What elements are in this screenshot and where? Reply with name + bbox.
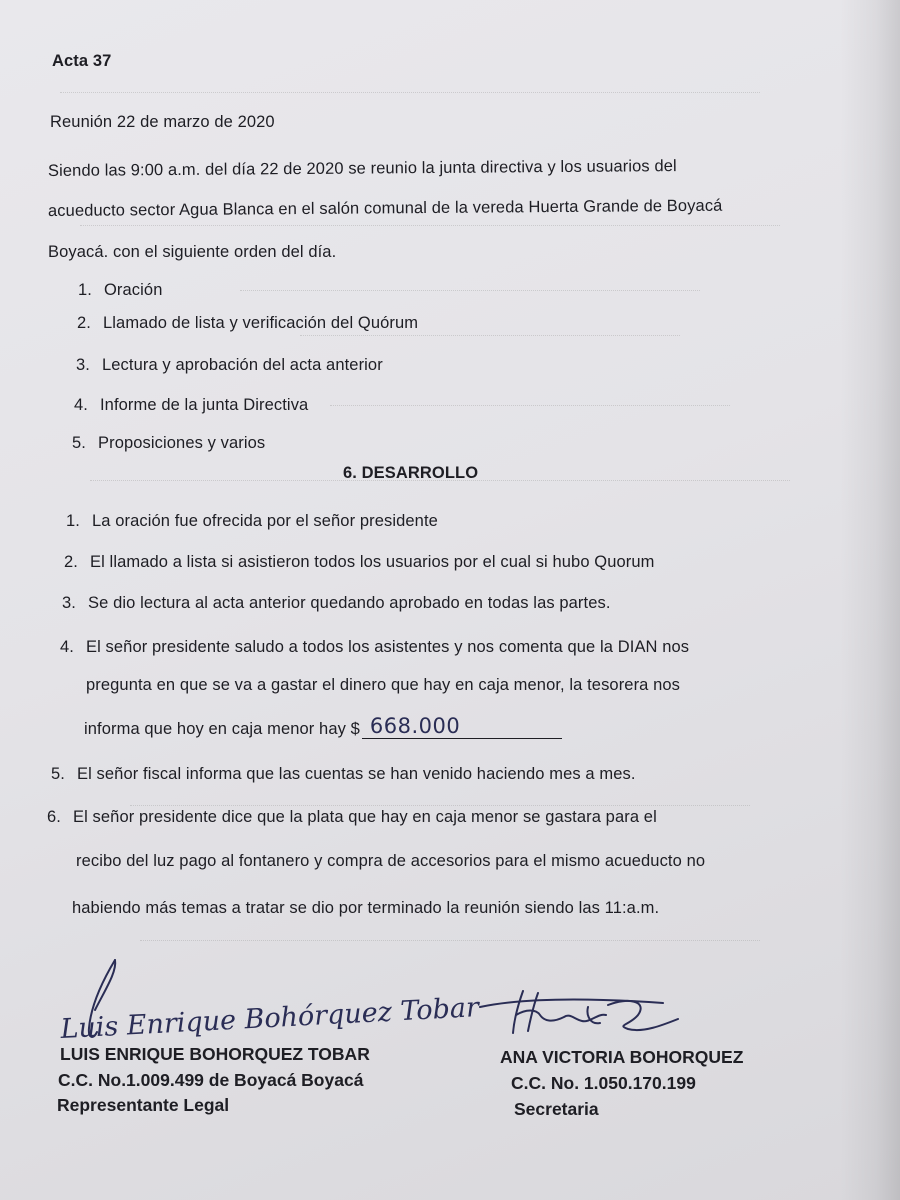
item-number: 2.	[64, 553, 78, 571]
item-continuation: habiendo más temas a tratar se dio por terminado la reunión siendo las 11:a.m.	[72, 899, 660, 917]
meeting-date: Reunión 22 de marzo de 2020	[50, 113, 275, 131]
development-item	[47, 808, 657, 827]
development-item	[51, 765, 636, 784]
signer-left-id: C.C. No.1.009.499 de Boyacá Boyacá	[58, 1070, 364, 1090]
item-continuation: recibo del luz pago al fontanero y compra de accesorios para el mismo acueducto no	[76, 852, 706, 870]
development-item	[60, 638, 689, 657]
signer-right-id: C.C. No. 1.050.170.199	[511, 1073, 696, 1093]
item-text: Se dio lectura al acta anterior quedando aprobado en todas las partes.	[88, 594, 611, 612]
agenda-item-text: Lectura y aprobación del acta anterior	[102, 356, 383, 374]
agenda-item	[78, 281, 162, 300]
development-item	[64, 553, 655, 572]
agenda-item	[72, 434, 265, 453]
item-text: El señor presidente saludo a todos los asistentes y nos comenta que la DIAN nos	[86, 638, 690, 656]
agenda-item	[77, 314, 418, 333]
cash-amount-line	[84, 714, 562, 739]
section-title: 6. DESARROLLO	[343, 464, 479, 482]
intro-line-1: Siendo las 9:00 a.m. del día 22 de 2020 se reunio la junta directiva y los usuarios del	[47, 157, 677, 180]
signature-left	[55, 950, 480, 1045]
acta-number: Acta 37	[52, 52, 112, 70]
signer-left-role: Representante Legal	[57, 1095, 230, 1115]
signature-right	[478, 985, 688, 1045]
item-number: 3.	[62, 594, 76, 612]
item-number: 5.	[51, 765, 65, 783]
item-number: 4.	[60, 638, 74, 656]
handwritten-amount: 668.000	[369, 714, 461, 738]
agenda-item-text: Llamado de lista y verificación del Quórum	[103, 314, 419, 332]
intro-line-2: acueducto sector Agua Blanca en el salón comunal de la vereda Huerta Grande de Boyacá	[47, 196, 723, 220]
amount-underline	[362, 714, 562, 739]
agenda-item-number: 5.	[72, 434, 86, 452]
item-text: El llamado a lista si asistieron todos los usuarios por el cual si hubo Quorum	[90, 553, 655, 571]
item-text: informa que hoy en caja menor hay $	[84, 720, 360, 738]
agenda-item-number: 4.	[74, 396, 88, 414]
signer-right-name: ANA VICTORIA BOHORQUEZ	[500, 1047, 744, 1067]
signer-left-name: LUIS ENRIQUE BOHORQUEZ TOBAR	[60, 1044, 370, 1064]
item-text: La oración fue ofrecida por el señor presidente	[92, 512, 438, 530]
development-item	[66, 512, 438, 531]
item-number: 6.	[47, 808, 61, 826]
agenda-item-number: 2.	[77, 314, 91, 332]
development-item	[62, 594, 611, 613]
item-text: El señor presidente dice que la plata que hay en caja menor se gastara para el	[73, 808, 657, 826]
svg-text:Luis Enrique Bohórquez Tobar: Luis Enrique Bohórquez Tobar	[59, 992, 480, 1045]
agenda-item-text: Proposiciones y varios	[98, 434, 266, 452]
page-fold-shadow	[840, 0, 900, 1200]
agenda-item-number: 1.	[78, 281, 92, 299]
signer-right-role: Secretaria	[514, 1099, 599, 1119]
item-continuation: pregunta en que se va a gastar el dinero que hay en caja menor, la tesorera nos	[86, 676, 681, 694]
intro-line-3: Boyacá. con el siguiente orden del día.	[48, 243, 337, 261]
item-text: El señor fiscal informa que las cuentas se han venido haciendo mes a mes.	[77, 765, 636, 783]
agenda-item-number: 3.	[76, 356, 90, 374]
agenda-item	[74, 396, 308, 415]
agenda-item	[76, 356, 383, 375]
item-number: 1.	[66, 512, 80, 530]
agenda-item-text: Oración	[104, 281, 163, 299]
agenda-item-text: Informe de la junta Directiva	[100, 396, 309, 414]
